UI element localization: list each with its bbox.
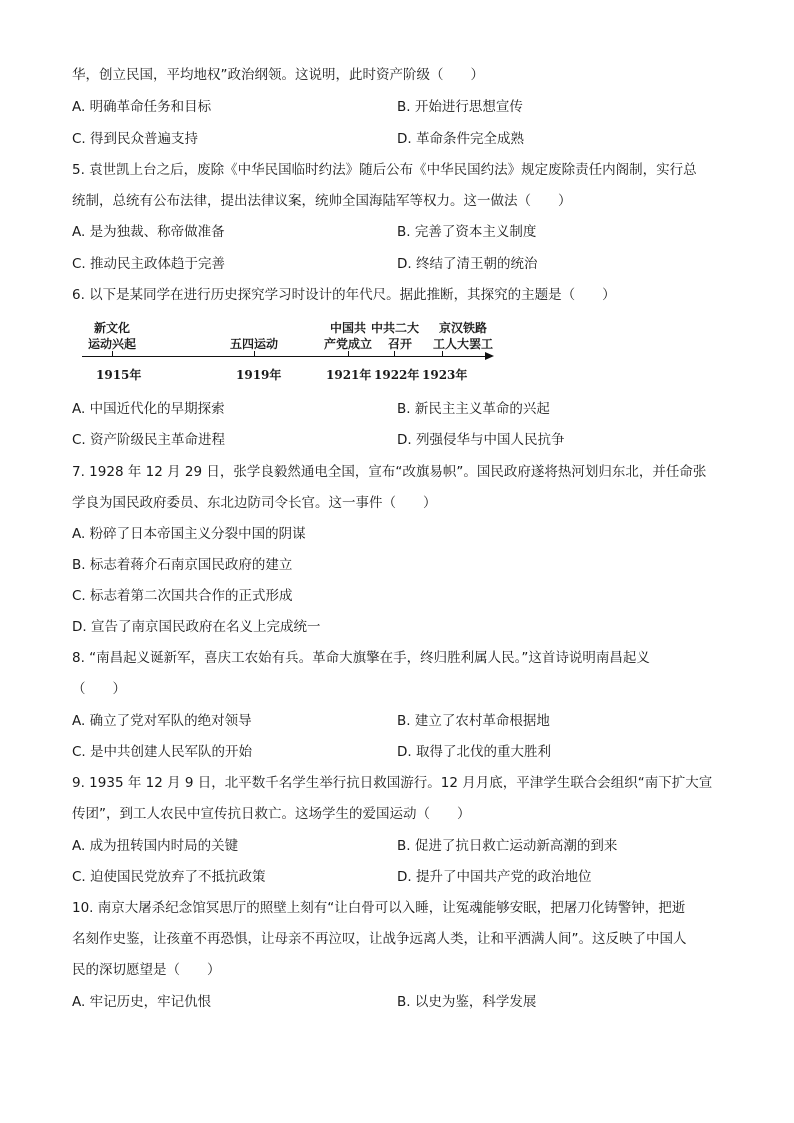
timeline-event-label: 运动兴起 (87, 337, 136, 351)
q5-option-a: A. 是为独裁、称帝做准备 (72, 224, 225, 240)
q6-option-c: C. 资产阶级民主革命进程 (72, 432, 226, 448)
q5-stem-line1: 5. 袁世凯上台之后，废除《中华民国临时约法》随后公布《中华民国约法》规定废除责任内阁制，实行总 (72, 162, 697, 178)
q4-option-d: D. 革命条件完全成熟 (397, 131, 524, 147)
timeline-axis (82, 356, 487, 357)
q9-stem-line1: 9. 1935 年 12 月 9 日，北平数千名学生举行抗日救国游行。12 月月底，平津学生联合会组织“南下扩大宣 (72, 775, 713, 791)
timeline-event-label: 新文化 (93, 321, 130, 335)
timeline-event-label: 产党成立 (323, 337, 372, 351)
q7-option-d: D. 宣告了南京国民政府在名义上完成统一 (72, 619, 321, 635)
timeline-arrow-icon (485, 352, 494, 360)
q5-option-d: D. 终结了清王朝的统治 (397, 256, 538, 272)
q7-option-c: C. 标志着第二次国共合作的正式形成 (72, 588, 293, 604)
q6-option-d: D. 列强侵华与中国人民抗争 (397, 432, 565, 448)
q5-option-c: C. 推动民主政体趋于完善 (72, 256, 226, 272)
q7-stem-line1: 7. 1928 年 12 月 29 日，张学良毅然通电全国，宣布“改旗易帜”。国民政府遂将热河划归东北，并任命张 (72, 464, 707, 480)
q9-option-c: C. 迫使国民党放弃了不抵抗政策 (72, 869, 266, 885)
timeline-ruler (72, 318, 502, 388)
q8-option-d: D. 取得了北伐的重大胜利 (397, 744, 551, 760)
q7-option-a: A. 粉碎了日本帝国主义分裂中国的阴谋 (72, 526, 306, 542)
q10-option-a: A. 牢记历史，牢记仇恨 (72, 994, 212, 1010)
q6-option-b: B. 新民主主义革命的兴起 (397, 401, 550, 417)
timeline-event-label: 中国共 (329, 321, 366, 335)
timeline-event-label: 中共二大 (370, 321, 419, 335)
timeline-event-1923 (424, 320, 502, 352)
q10-stem-line3: 民的深切愿望是（ ） (72, 962, 221, 978)
timeline-event-1915 (80, 320, 144, 352)
timeline-year-1921: 1921年 (326, 368, 372, 382)
timeline-event-label: 召开 (387, 337, 412, 351)
q4-option-c: C. 得到民众普遍支持 (72, 131, 199, 147)
q10-option-b: B. 以史为鉴，科学发展 (397, 994, 537, 1010)
timeline-year-1923: 1923年 (422, 368, 468, 382)
q6-stem: 6. 以下是某同学在进行历史探究学习时设计的年代尺。据此推断，其探究的主题是（ ） (72, 287, 616, 303)
q8-option-b: B. 建立了农村革命根据地 (397, 713, 550, 729)
q5-stem-line2: 统制，总统有公布法律，提出法律议案，统帅全国海陆军等权力。这一做法（ ） (72, 193, 572, 209)
q9-option-b: B. 促进了抗日救亡运动新高潮的到来 (397, 838, 618, 854)
q8-stem-line1: 8. “南昌起义诞新军，喜庆工农始有兵。革命大旗擎在手，终归胜利属人民。”这首诗说明南昌起义 (72, 650, 650, 666)
timeline-year-1922: 1922年 (374, 368, 420, 382)
timeline-year-1915: 1915年 (96, 368, 142, 382)
timeline-year-1919: 1919年 (236, 368, 282, 382)
q7-option-b: B. 标志着蒋介石南京国民政府的建立 (72, 557, 293, 573)
q6-option-a: A. 中国近代化的早期探索 (72, 401, 225, 417)
q8-option-c: C. 是中共创建人民军队的开始 (72, 744, 253, 760)
q4-option-a: A. 明确革命任务和目标 (72, 99, 212, 115)
q8-option-a: A. 确立了党对军队的绝对领导 (72, 713, 252, 729)
timeline-event-label: 工人大罢工 (432, 337, 493, 351)
timeline-event-1922 (364, 320, 426, 352)
q10-stem-line2: 名刻作史鉴，让孩童不再恐惧，让母亲不再泣叹，让战争远离人类，让和平洒满人间”。这反映了中国人 (72, 931, 687, 947)
q4-option-b: B. 开始进行思想宣传 (397, 99, 523, 115)
q5-option-b: B. 完善了资本主义制度 (397, 224, 537, 240)
q9-option-a: A. 成为扭转国内时局的关键 (72, 838, 239, 854)
timeline-event-label: 五四运动 (229, 337, 278, 351)
q9-option-d: D. 提升了中国共产党的政治地位 (397, 869, 592, 885)
q9-stem-line2: 传团”，到工人农民中宣传抗日救亡。这场学生的爱国运动（ ） (72, 806, 471, 822)
q7-stem-line2: 学良为国民政府委员、东北边防司令长官。这一事件（ ） (72, 495, 437, 511)
timeline-event-1919 (222, 336, 286, 352)
timeline-event-label: 京汉铁路 (438, 321, 487, 335)
q8-stem-line2: （ ） (72, 681, 126, 697)
q4-stem-tail: 华，创立民国，平均地权”政治纲领。这说明，此时资产阶级（ ） (72, 67, 484, 83)
q10-stem-line1: 10. 南京大屠杀纪念馆冥思厅的照壁上刻有“让白骨可以入睡，让冤魂能够安眠，把屠刀化铸警钟，把逝 (72, 900, 686, 916)
